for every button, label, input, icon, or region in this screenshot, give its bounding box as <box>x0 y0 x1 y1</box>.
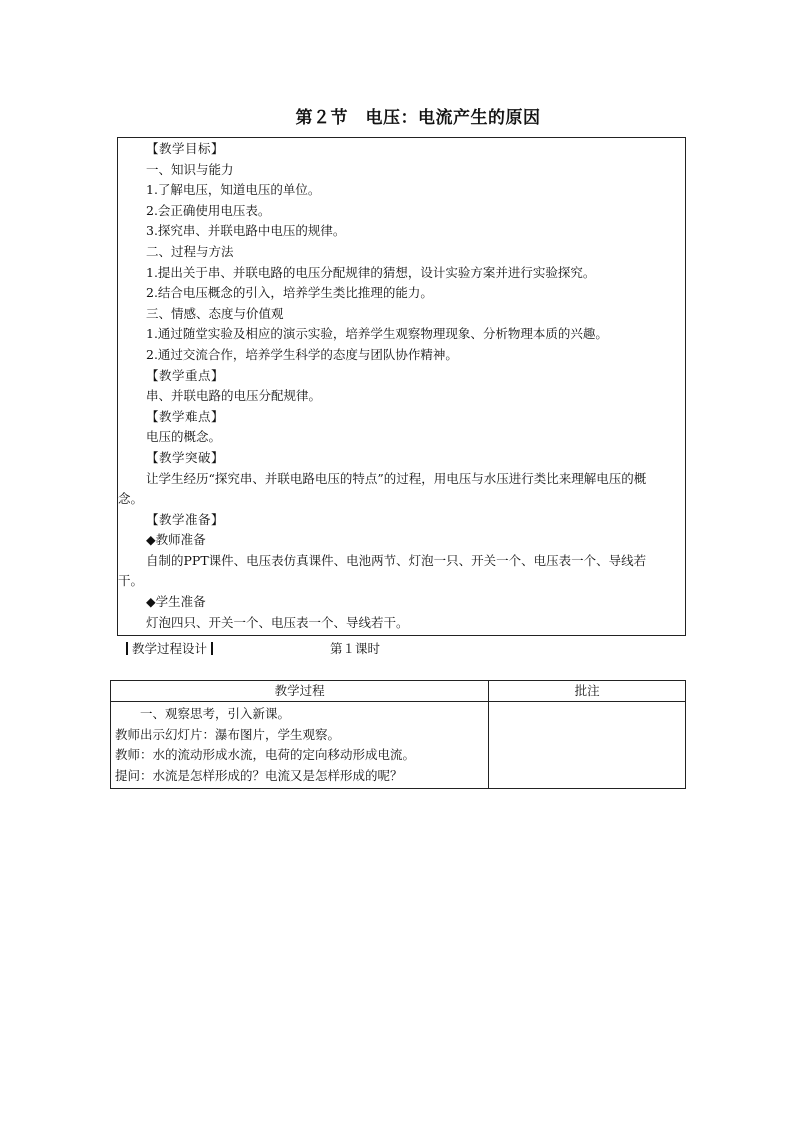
process-table <box>110 680 686 789</box>
process-line: 教师出示幻灯片：瀑布图片，学生观察。 <box>115 726 341 742</box>
objective-item: 2.通过交流合作，培养学生科学的态度与团队协作精神。 <box>146 346 458 362</box>
objective-item: 1.了解电压，知道电压的单位。 <box>146 182 321 198</box>
process-design-label <box>122 640 217 658</box>
teacher-prep-text: 自制的PPT课件、电压表仿真课件、电池两节、灯泡一只、开关一个、电压表一个、导线若干。 <box>118 552 647 589</box>
student-prep-label: ◆学生准备 <box>146 594 206 610</box>
objectives-content <box>118 139 684 633</box>
teacher-prep-label: ◆教师准备 <box>146 532 206 548</box>
section-title-knowledge: 一、知识与能力 <box>146 161 234 177</box>
section-title-attitude: 三、情感、态度与价值观 <box>146 305 284 321</box>
lesson-number: 第１课时 <box>330 641 381 656</box>
key-points-heading: 【教学重点】 <box>146 367 225 383</box>
difficulties-heading: 【教学难点】 <box>146 408 225 424</box>
breakthrough-heading: 【教学突破】 <box>146 449 225 465</box>
process-cell <box>111 702 489 789</box>
process-line: 一、观察思考，引入新课。 <box>115 706 291 721</box>
breakthrough-text: 让学生经历“探究串、并联电路电压的特点”的过程，用电压与水压进行类比来理解电压的概念。 <box>118 470 647 507</box>
divider-bar <box>211 642 213 655</box>
objectives-heading: 【教学目标】 <box>146 141 225 156</box>
table-header-row <box>111 681 686 702</box>
document-title: 第２节 电压：电流产生的原因 <box>295 108 541 128</box>
process-line: 提问：水流是怎样形成的？电流又是怎样形成的呢？ <box>115 767 403 783</box>
column-header-process: 教学过程 <box>111 681 489 702</box>
divider-bar <box>126 642 128 655</box>
table-row <box>111 702 686 789</box>
column-header-notes: 批注 <box>489 681 686 702</box>
student-prep-text: 灯泡四只、开关一个、电压表一个、导线若干。 <box>146 614 409 630</box>
objective-item: 3.探究串、并联电路中电压的规律。 <box>146 223 346 239</box>
objective-item: 1.通过随堂实验及相应的演示实验，培养学生观察物理现象、分析物理本质的兴趣。 <box>146 326 608 342</box>
objective-item: 2.会正确使用电压表。 <box>146 202 271 218</box>
preparation-heading: 【教学准备】 <box>146 511 225 527</box>
objective-item: 1.提出关于串、并联电路的电压分配规律的猜想，设计实验方案并进行实验探究。 <box>146 264 596 280</box>
process-line: 教师：水的流动形成水流，电荷的定向移动形成电流。 <box>115 747 416 762</box>
key-points-text: 串、并联电路的电压分配规律。 <box>146 388 322 404</box>
notes-cell <box>489 702 686 789</box>
difficulties-text: 电压的概念。 <box>146 429 222 445</box>
section-title-process: 二、过程与方法 <box>146 243 234 259</box>
process-design-text: 教学过程设计 <box>132 641 208 656</box>
objective-item: 2.结合电压概念的引入，培养学生类比推理的能力。 <box>146 285 433 301</box>
